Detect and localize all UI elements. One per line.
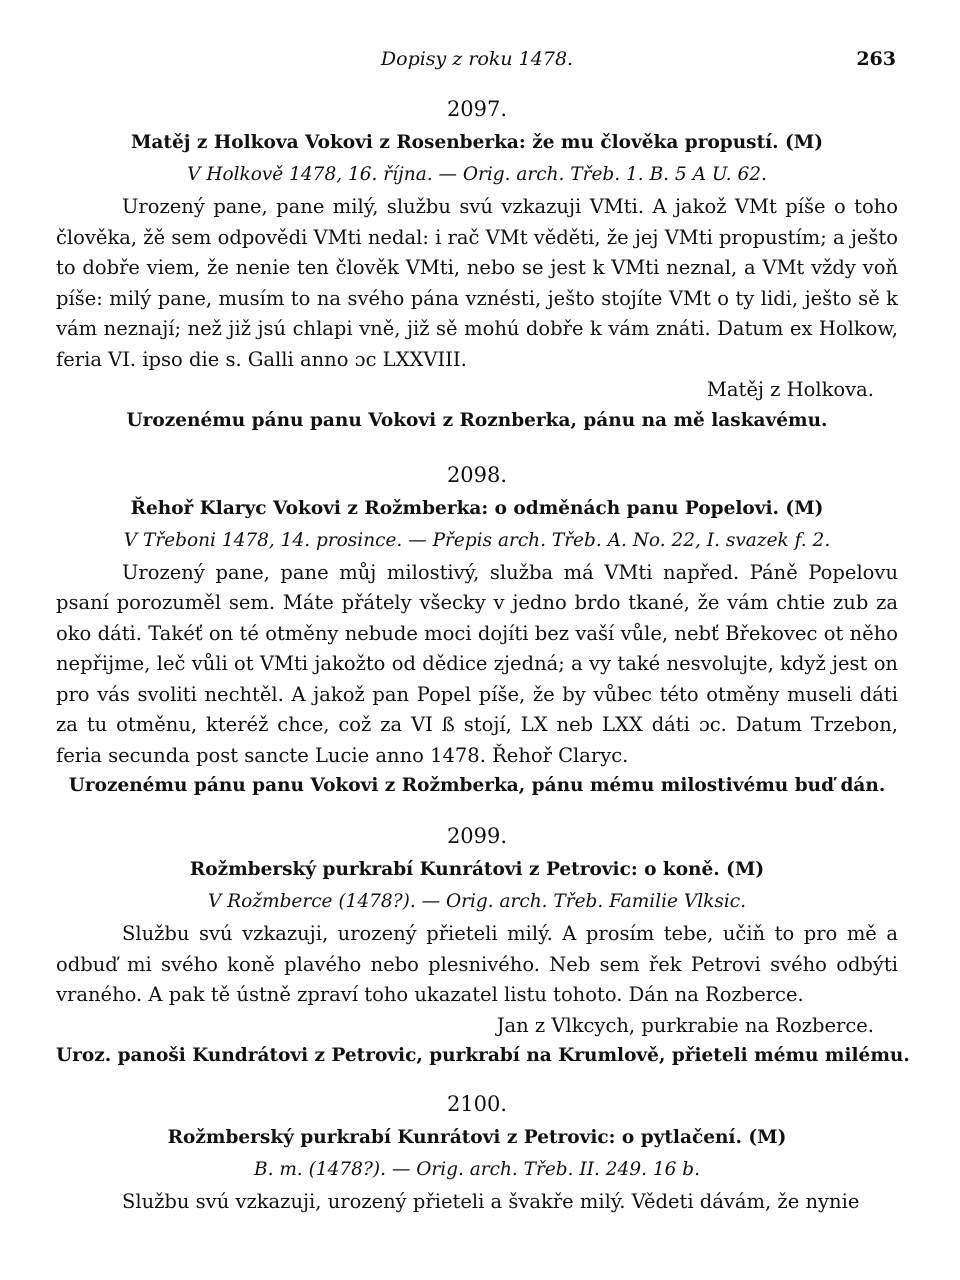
entry-number: 2100.: [446, 1092, 508, 1116]
entry-number: 2097.: [446, 97, 508, 121]
entry-source: V Rožmberce (1478?). — Orig. arch. Třeb. Familie Vlksic.: [207, 891, 747, 912]
entry-source: B. m. (1478?). — Orig. arch. Třeb. II. 249. 16 b.: [253, 1159, 700, 1180]
entry-source: V Třeboni 1478, 14. prosince. — Přepis arch. Třeb. A. No. 22, I. svazek f. 2.: [123, 529, 831, 551]
entry-heading: Rožmberský purkrabí Kunrátovi z Petrovic: o koně. (M): [189, 859, 765, 880]
page: [56, 44, 910, 1218]
letter-entry-2099: [56, 823, 910, 1069]
entry-address: Uroz. panoši Kundrátovi z Petrovic, purkrabí na Krumlově, přieteli mému milému.: [56, 1045, 910, 1066]
page-number: 263: [856, 48, 896, 70]
entry-body: Službu svú vzkazuji, urozený přieteli a švakře milý. Vědeti dávám, že nynie: [122, 1190, 860, 1213]
entry-number: 2098.: [446, 462, 508, 487]
letter-entry-2098: [56, 462, 898, 800]
entry-heading: Řehoř Klaryc Vokovi z Rožmberka: o odměnách panu Popelovi. (M): [130, 497, 824, 519]
entry-heading: Rožmberský purkrabí Kunrátovi z Petrovic: o pytlačení. (M): [167, 1127, 787, 1148]
letter-entry-2097: [56, 96, 898, 434]
entry-signature: Matěj z Holkova.: [706, 378, 874, 401]
entry-address: Urozenému pánu panu Vokovi z Rožmberka, pánu mému milostivému buď dán.: [68, 775, 886, 796]
entry-number: 2099.: [446, 824, 508, 848]
running-head: [56, 44, 898, 78]
entry-signature: Jan z Vlkcych, purkrabie na Rozberce.: [496, 1013, 874, 1037]
entry-source: V Holkově 1478, 16. října. — Orig. arch. Třeb. 1. B. 5 A U. 62.: [187, 164, 767, 185]
entry-body: Urozený pane, pane můj milostivý, služba má VMti napřed. Páně Popelovu psaní porozuměl sem. Máte přátely všecky v jedno brdo tkané, že vám chtie zub za oko dáti. Takéť on té otměny nebude moci dojíti bez vaší vůle, nebť Břekovec ot něho nepřijme, leč vůli ot VMti jakožto od dědice zjedná; a vy také nesvolujte, když jest on pro vás svoliti nechtěl. A jakož pan Popel píše, že by vůbec této otměny museli dáti za tu otměnu, kteréž chce, což za VI ß stojí, LX neb LXX dáti ɔc. Datum Trzebon, feria secunda post sancte Lucie anno 1478. Řehoř Claryc.: [56, 560, 898, 767]
letter-entry-2100: [56, 1091, 898, 1218]
running-head-title: Dopisy z roku 1478.: [380, 48, 574, 70]
entry-body: Službu svú vzkazuji, urozený přieteli milý. A prosím tebe, učiň to pro mě a odbuď mi svého koně plavého nebo plesnivého. Neb sem řek Petrovi svého odbýti vraného. A pak tě ústně zpraví toho ukazatel listu tohoto. Dán na Rozberce.: [56, 922, 898, 1006]
entry-heading: Matěj z Holkova Vokovi z Rosenberka: že mu člověka propustí. (M): [130, 132, 824, 153]
entry-body: Urozený pane, pane milý, službu svú vzkazuji VMti. A jakož VMt píše o toho člověka, žě sem odpovědi VMti nedal: i rač VMt věděti, že jej VMti propustím; a ješto to dobře viem, že nenie ten člověk VMti, nebo se jest k VMti neznal, a VMt vždy voň píše: milý pane, musím to na svého pána vznésti, ješto stojíte VMt o ty lidi, ješto sě k vám neznají; než již jsú chlapi vně, již sě mohú dobře k vám znáti. Datum ex Holkow, feria VI. ipso die s. Galli anno ɔc LXXVIII.: [56, 195, 898, 371]
entry-address: Urozenému pánu panu Vokovi z Roznberka, pánu na mě laskavému.: [126, 409, 828, 431]
